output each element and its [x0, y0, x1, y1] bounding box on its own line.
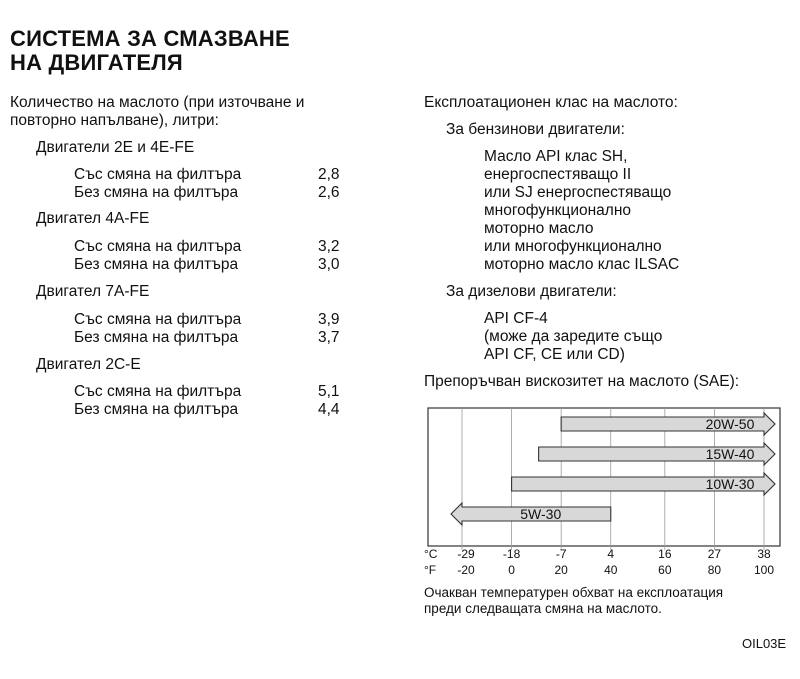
diesel-line: API CF-4	[484, 310, 548, 327]
row-value: 4,4	[318, 401, 340, 418]
oil-class-heading: Експлоатационен клас на маслото:	[424, 94, 678, 111]
gasoline-line: енергоспестяващо II	[484, 166, 632, 183]
row-label: Със смяна на филтъра	[74, 166, 242, 183]
row-value: 2,8	[318, 166, 340, 183]
diesel-line: (може да заредите също	[484, 328, 663, 345]
fahrenheit-tick-label: -20	[457, 563, 475, 577]
viscosity-chart-svg	[424, 406, 784, 592]
fahrenheit-tick-label: 20	[554, 563, 568, 577]
gasoline-line: моторно масло клас ILSAC	[484, 256, 680, 273]
engine-group-title: Двигател 4A-FE	[36, 210, 150, 227]
fahrenheit-tick-label: 80	[707, 563, 722, 577]
gasoline-line: многофункционално	[484, 202, 632, 219]
gasoline-heading: За бензинови двигатели:	[446, 121, 625, 138]
celsius-tick-label: -18	[502, 547, 521, 561]
viscosity-bar-label: 10W-30	[705, 476, 755, 492]
viscosity-bar-label: 5W-30	[520, 506, 562, 522]
row-label: Със смяна на филтъра	[74, 383, 242, 400]
quantity-heading-line-2: повторно напълване), литри:	[10, 112, 219, 129]
engine-group-title: Двигатели 2E и 4E-FE	[36, 139, 195, 156]
viscosity-chart	[424, 406, 784, 592]
row-label: Без смяна на филтъра	[74, 401, 239, 418]
row-label: Без смяна на филтъра	[74, 184, 239, 201]
row-label: Със смяна на филтъра	[74, 238, 242, 255]
chart-caption-line-2: преди следващата смяна на маслото.	[424, 601, 662, 616]
celsius-tick-label: 16	[658, 547, 672, 561]
fahrenheit-tick-label: 0	[508, 563, 515, 577]
fahrenheit-tick-label: 100	[753, 563, 775, 577]
gasoline-line: или многофункционално	[484, 238, 662, 255]
engine-group-title: Двигател 2C-E	[36, 356, 141, 373]
celsius-tick-label: -7	[555, 547, 567, 561]
fahrenheit-tick-label: 40	[604, 563, 618, 577]
row-value: 3,2	[318, 238, 340, 255]
celsius-tick-label: 27	[707, 547, 722, 561]
row-value: 5,1	[318, 383, 340, 400]
title-line-2: НА ДВИГАТЕЛЯ	[10, 50, 183, 75]
viscosity-bar-label: 20W-50	[705, 416, 755, 432]
viscosity-bar-label: 15W-40	[705, 446, 755, 462]
row-value: 3,7	[318, 329, 340, 346]
row-label: Без смяна на филтъра	[74, 329, 239, 346]
diesel-heading: За дизелови двигатели:	[446, 283, 617, 300]
celsius-tick-label: -29	[457, 547, 475, 561]
page-title	[10, 27, 410, 75]
title-line-1: СИСТЕМА ЗА СМАЗВАНЕ	[10, 26, 290, 51]
row-label: Без смяна на филтъра	[74, 256, 239, 273]
gasoline-line: Масло API клас SH,	[484, 148, 628, 165]
viscosity-heading: Препоръчван вискозитет на маслото (SAE):	[424, 373, 740, 390]
fahrenheit-unit-label: °F	[424, 563, 437, 577]
figure-code: OIL03E	[742, 636, 787, 651]
engine-group-title: Двигател 7A-FE	[36, 283, 150, 300]
row-value: 2,6	[318, 184, 340, 201]
celsius-tick-label: 4	[607, 547, 615, 561]
row-label: Със смяна на филтъра	[74, 311, 242, 328]
celsius-tick-label: 38	[757, 547, 771, 561]
fahrenheit-tick-label: 60	[658, 563, 672, 577]
gasoline-line: или SJ енергоспестяващо	[484, 184, 672, 201]
diesel-line: API CF, CE или CD)	[484, 346, 625, 363]
row-value: 3,9	[318, 311, 340, 328]
quantity-heading-line-1: Количество на маслото (при източване и	[10, 94, 305, 111]
gasoline-line: моторно масло	[484, 220, 594, 237]
chart-caption-line-1: Очакван температурен обхват на експлоатация	[424, 585, 724, 600]
row-value: 3,0	[318, 256, 340, 273]
celsius-unit-label: °C	[424, 547, 438, 561]
